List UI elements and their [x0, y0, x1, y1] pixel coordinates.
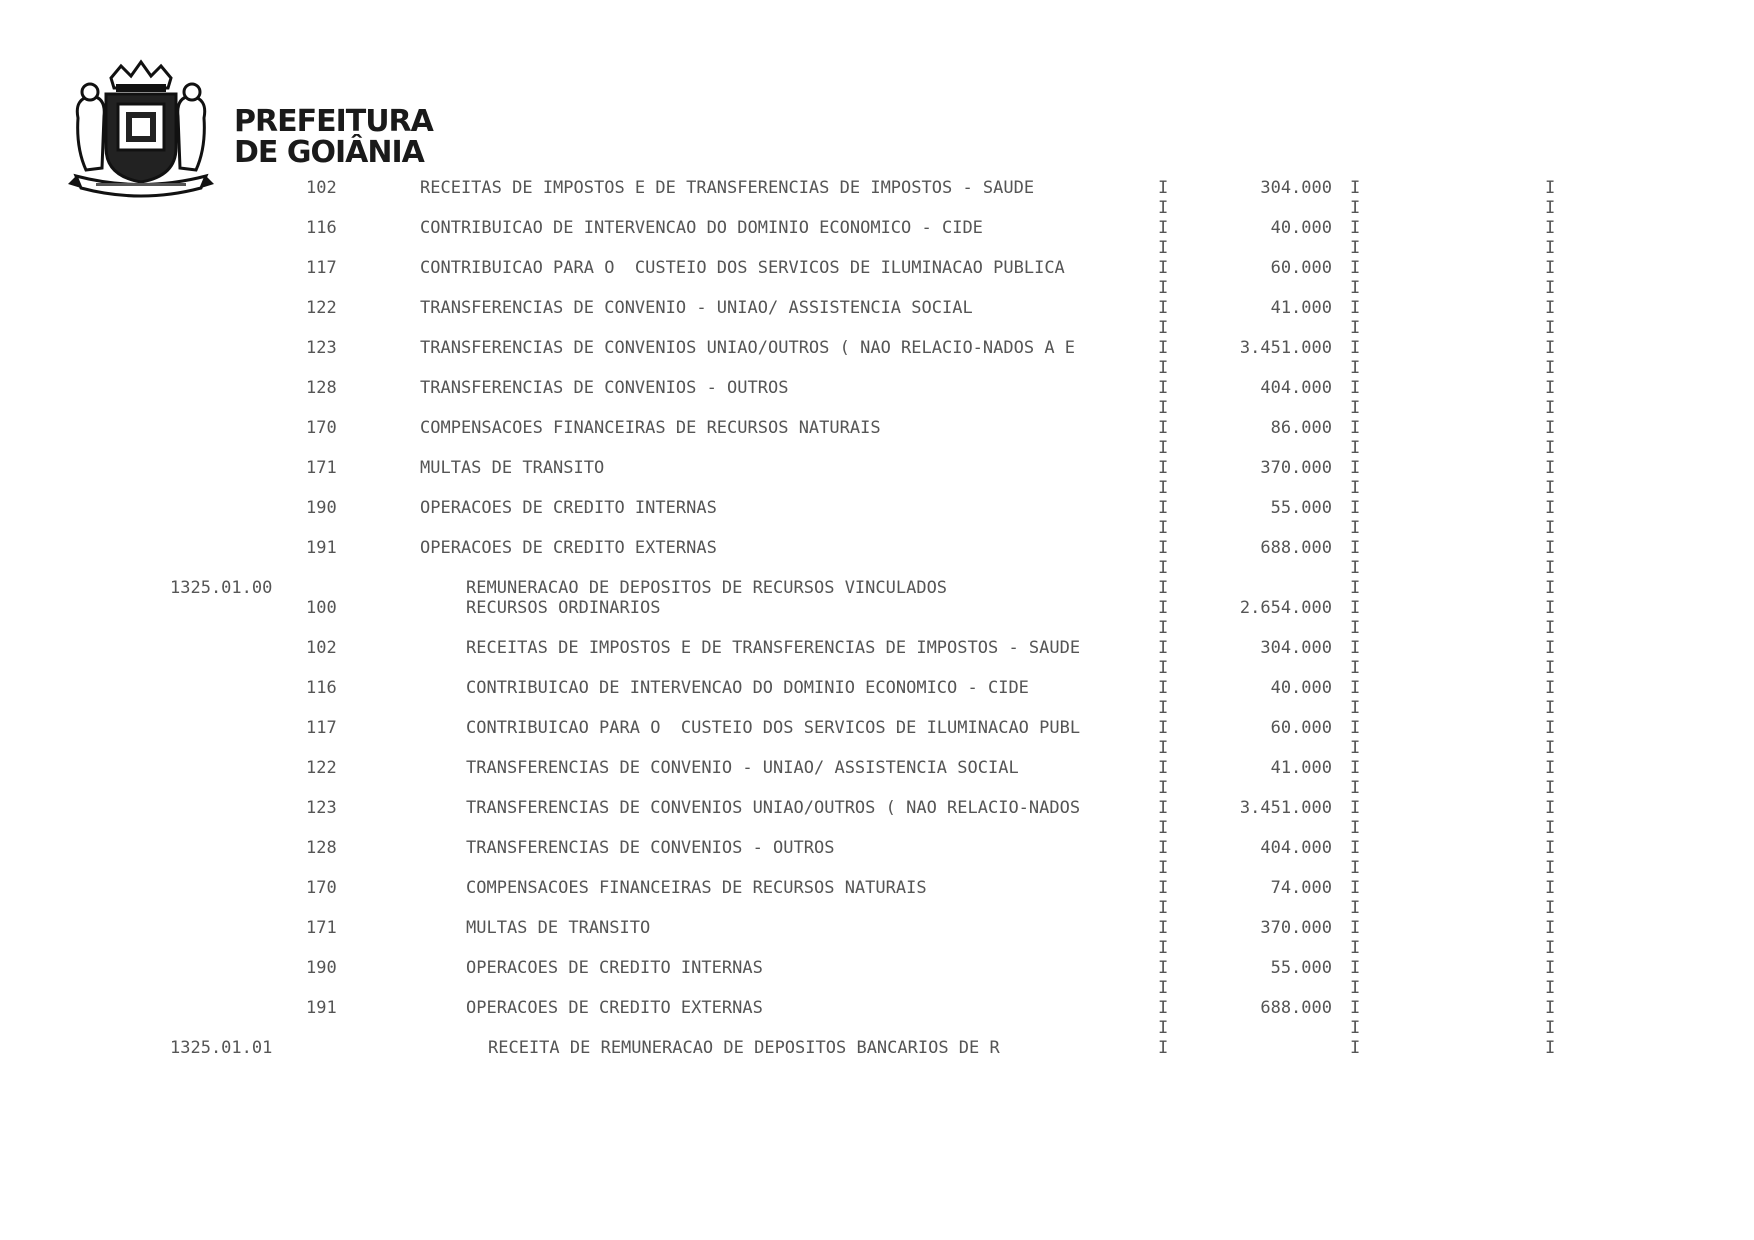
account-description: MULTAS DE TRANSITO [420, 458, 605, 478]
account-description: TRANSFERENCIAS DE CONVENIOS - OUTROS [466, 838, 835, 858]
source-code: 102 [306, 178, 337, 198]
separator-row [0, 278, 1754, 298]
column-separator: I [1158, 518, 1169, 538]
column-separator: I [1350, 638, 1361, 658]
report-row [0, 218, 1754, 238]
column-separator: I [1158, 618, 1169, 638]
source-code: 117 [306, 258, 337, 278]
column-separator: I [1545, 458, 1556, 478]
column-separator: I [1545, 798, 1556, 818]
report-row [0, 178, 1754, 198]
column-separator: I [1350, 818, 1361, 838]
column-separator: I [1545, 738, 1556, 758]
column-separator: I [1158, 338, 1169, 358]
account-description: TRANSFERENCIAS DE CONVENIOS - OUTROS [420, 378, 789, 398]
amount-value: 370.000 [1260, 458, 1332, 478]
column-separator: I [1350, 778, 1361, 798]
prefeitura-wordmark [234, 106, 433, 168]
separator-row [0, 938, 1754, 958]
column-separator: I [1350, 658, 1361, 678]
report-row [0, 258, 1754, 278]
column-separator: I [1545, 198, 1556, 218]
separator-row [0, 778, 1754, 798]
column-separator: I [1350, 578, 1361, 598]
column-separator: I [1350, 718, 1361, 738]
column-separator: I [1545, 438, 1556, 458]
column-separator: I [1545, 258, 1556, 278]
column-separator: I [1350, 678, 1361, 698]
source-code: 116 [306, 678, 337, 698]
amount-value: 86.000 [1270, 418, 1332, 438]
column-separator: I [1158, 818, 1169, 838]
account-description: OPERACOES DE CREDITO EXTERNAS [466, 998, 763, 1018]
amount-value: 688.000 [1260, 538, 1332, 558]
account-description: COMPENSACOES FINANCEIRAS DE RECURSOS NATURAIS [420, 418, 881, 438]
column-separator: I [1350, 558, 1361, 578]
separator-row [0, 658, 1754, 678]
prefeitura-seal-logo [66, 58, 216, 198]
column-separator: I [1545, 178, 1556, 198]
column-separator: I [1350, 878, 1361, 898]
column-separator: I [1545, 998, 1556, 1018]
separator-row [0, 238, 1754, 258]
source-code: 117 [306, 718, 337, 738]
separator-row [0, 198, 1754, 218]
column-separator: I [1158, 658, 1169, 678]
column-separator: I [1350, 398, 1361, 418]
source-code: 123 [306, 798, 337, 818]
separator-row [0, 358, 1754, 378]
column-separator: I [1158, 1038, 1169, 1058]
column-separator: I [1158, 978, 1169, 998]
column-separator: I [1545, 638, 1556, 658]
column-separator: I [1158, 998, 1169, 1018]
column-separator: I [1545, 658, 1556, 678]
separator-row [0, 518, 1754, 538]
column-separator: I [1158, 1018, 1169, 1038]
amount-value: 3.451.000 [1239, 338, 1332, 358]
account-description: CONTRIBUICAO DE INTERVENCAO DO DOMINIO ECONOMICO - CIDE [420, 218, 983, 238]
column-separator: I [1158, 478, 1169, 498]
report-row [0, 718, 1754, 738]
report-row [0, 458, 1754, 478]
report-row [0, 798, 1754, 818]
account-description: COMPENSACOES FINANCEIRAS DE RECURSOS NATURAIS [466, 878, 927, 898]
column-separator: I [1350, 618, 1361, 638]
column-separator: I [1545, 938, 1556, 958]
report-row [0, 638, 1754, 658]
column-separator: I [1545, 1038, 1556, 1058]
amount-value: 74.000 [1270, 878, 1332, 898]
report-row [0, 758, 1754, 778]
column-separator: I [1158, 898, 1169, 918]
source-code: 123 [306, 338, 337, 358]
column-separator: I [1158, 858, 1169, 878]
column-separator: I [1545, 838, 1556, 858]
column-separator: I [1545, 378, 1556, 398]
column-separator: I [1350, 538, 1361, 558]
report-row [0, 878, 1754, 898]
separator-row [0, 318, 1754, 338]
column-separator: I [1545, 398, 1556, 418]
separator-row [0, 978, 1754, 998]
account-description: OPERACOES DE CREDITO INTERNAS [466, 958, 763, 978]
column-separator: I [1545, 518, 1556, 538]
column-separator: I [1350, 998, 1361, 1018]
column-separator: I [1545, 958, 1556, 978]
column-separator: I [1350, 218, 1361, 238]
amount-value: 60.000 [1270, 258, 1332, 278]
separator-row [0, 478, 1754, 498]
account-description: RECEITAS DE IMPOSTOS E DE TRANSFERENCIAS DE IMPOSTOS - SAUDE [466, 638, 1081, 658]
column-separator: I [1158, 318, 1169, 338]
column-separator: I [1545, 358, 1556, 378]
column-separator: I [1545, 478, 1556, 498]
column-separator: I [1350, 938, 1361, 958]
column-separator: I [1350, 458, 1361, 478]
amount-value: 304.000 [1260, 178, 1332, 198]
column-separator: I [1158, 218, 1169, 238]
column-separator: I [1545, 218, 1556, 238]
separator-row [0, 438, 1754, 458]
column-separator: I [1158, 798, 1169, 818]
column-separator: I [1545, 818, 1556, 838]
column-separator: I [1158, 198, 1169, 218]
column-separator: I [1158, 418, 1169, 438]
amount-value: 304.000 [1260, 638, 1332, 658]
column-separator: I [1158, 758, 1169, 778]
column-separator: I [1158, 258, 1169, 278]
amount-value: 41.000 [1270, 298, 1332, 318]
column-separator: I [1158, 278, 1169, 298]
column-separator: I [1545, 598, 1556, 618]
account-description: OPERACOES DE CREDITO EXTERNAS [420, 538, 717, 558]
column-separator: I [1350, 338, 1361, 358]
column-separator: I [1158, 598, 1169, 618]
column-separator: I [1350, 598, 1361, 618]
column-separator: I [1545, 238, 1556, 258]
column-separator: I [1545, 418, 1556, 438]
account-code: 1325.01.00 [170, 578, 273, 598]
source-code: 100 [306, 598, 337, 618]
column-separator: I [1158, 538, 1169, 558]
report-group-row [0, 1038, 1754, 1058]
column-separator: I [1350, 758, 1361, 778]
column-separator: I [1158, 558, 1169, 578]
column-separator: I [1158, 878, 1169, 898]
column-separator: I [1158, 638, 1169, 658]
separator-row [0, 818, 1754, 838]
source-code: 128 [306, 838, 337, 858]
column-separator: I [1158, 178, 1169, 198]
amount-value: 60.000 [1270, 718, 1332, 738]
column-separator: I [1545, 778, 1556, 798]
report-row [0, 498, 1754, 518]
column-separator: I [1158, 838, 1169, 858]
source-code: 102 [306, 638, 337, 658]
source-code: 171 [306, 458, 337, 478]
column-separator: I [1545, 698, 1556, 718]
column-separator: I [1545, 278, 1556, 298]
column-separator: I [1350, 358, 1361, 378]
amount-value: 40.000 [1270, 218, 1332, 238]
account-description: TRANSFERENCIAS DE CONVENIOS UNIAO/OUTROS ( NAO RELACIO-NADOS [466, 798, 1081, 818]
column-separator: I [1350, 418, 1361, 438]
column-separator: I [1350, 958, 1361, 978]
account-description: TRANSFERENCIAS DE CONVENIO - UNIAO/ ASSISTENCIA SOCIAL [420, 298, 973, 318]
column-separator: I [1350, 238, 1361, 258]
column-separator: I [1350, 858, 1361, 878]
column-separator: I [1545, 618, 1556, 638]
amount-value: 370.000 [1260, 918, 1332, 938]
column-separator: I [1350, 278, 1361, 298]
column-separator: I [1545, 578, 1556, 598]
amount-value: 41.000 [1270, 758, 1332, 778]
account-description: CONTRIBUICAO PARA O CUSTEIO DOS SERVICOS DE ILUMINACAO PUBL [466, 718, 1081, 738]
report-row [0, 378, 1754, 398]
column-separator: I [1158, 918, 1169, 938]
column-separator: I [1158, 698, 1169, 718]
report-group-row [0, 578, 1754, 598]
column-separator: I [1545, 758, 1556, 778]
report-row [0, 958, 1754, 978]
column-separator: I [1350, 378, 1361, 398]
source-code: 122 [306, 758, 337, 778]
brand-line-2: DE GOIÂNIA [234, 135, 424, 170]
account-description: TRANSFERENCIAS DE CONVENIOS UNIAO/OUTROS ( NAO RELACIO-NADOS A E [420, 338, 1076, 358]
column-separator: I [1350, 518, 1361, 538]
column-separator: I [1350, 318, 1361, 338]
source-code: 116 [306, 218, 337, 238]
column-separator: I [1158, 938, 1169, 958]
column-separator: I [1545, 678, 1556, 698]
amount-value: 404.000 [1260, 378, 1332, 398]
column-separator: I [1158, 358, 1169, 378]
column-separator: I [1158, 498, 1169, 518]
report-row [0, 918, 1754, 938]
source-code: 128 [306, 378, 337, 398]
column-separator: I [1545, 338, 1556, 358]
column-separator: I [1350, 698, 1361, 718]
column-separator: I [1545, 878, 1556, 898]
column-separator: I [1158, 438, 1169, 458]
report-row [0, 338, 1754, 358]
account-description: RECEITAS DE IMPOSTOS E DE TRANSFERENCIAS DE IMPOSTOS - SAUDE [420, 178, 1035, 198]
report-row [0, 838, 1754, 858]
account-description: REMUNERACAO DE DEPOSITOS DE RECURSOS VINCULADOS [466, 578, 948, 598]
column-separator: I [1350, 1038, 1361, 1058]
column-separator: I [1158, 298, 1169, 318]
column-separator: I [1350, 438, 1361, 458]
separator-row [0, 398, 1754, 418]
column-separator: I [1545, 978, 1556, 998]
account-description: RECURSOS ORDINARIOS [466, 598, 661, 618]
amount-value: 40.000 [1270, 678, 1332, 698]
column-separator: I [1158, 578, 1169, 598]
report-row [0, 998, 1754, 1018]
column-separator: I [1350, 798, 1361, 818]
column-separator: I [1350, 298, 1361, 318]
report-row [0, 298, 1754, 318]
report-row [0, 538, 1754, 558]
source-code: 190 [306, 498, 337, 518]
source-code: 170 [306, 878, 337, 898]
brand-line-1: PREFEITURA [234, 104, 433, 139]
separator-row [0, 858, 1754, 878]
column-separator: I [1350, 978, 1361, 998]
source-code: 191 [306, 538, 337, 558]
column-separator: I [1350, 898, 1361, 918]
column-separator: I [1158, 778, 1169, 798]
source-code: 170 [306, 418, 337, 438]
account-description: MULTAS DE TRANSITO [466, 918, 651, 938]
separator-row [0, 898, 1754, 918]
column-separator: I [1350, 178, 1361, 198]
account-description: CONTRIBUICAO DE INTERVENCAO DO DOMINIO ECONOMICO - CIDE [466, 678, 1029, 698]
source-code: 171 [306, 918, 337, 938]
amount-value: 55.000 [1270, 498, 1332, 518]
amount-value: 3.451.000 [1239, 798, 1332, 818]
column-separator: I [1545, 718, 1556, 738]
column-separator: I [1545, 898, 1556, 918]
source-code: 191 [306, 998, 337, 1018]
column-separator: I [1545, 318, 1556, 338]
account-description: RECEITA DE REMUNERACAO DE DEPOSITOS BANCARIOS DE R [488, 1038, 1000, 1058]
source-code: 190 [306, 958, 337, 978]
column-separator: I [1545, 1018, 1556, 1038]
column-separator: I [1350, 498, 1361, 518]
amount-value: 55.000 [1270, 958, 1332, 978]
column-separator: I [1545, 858, 1556, 878]
column-separator: I [1545, 298, 1556, 318]
column-separator: I [1545, 558, 1556, 578]
column-separator: I [1350, 918, 1361, 938]
column-separator: I [1545, 918, 1556, 938]
column-separator: I [1158, 238, 1169, 258]
separator-row [0, 698, 1754, 718]
column-separator: I [1158, 738, 1169, 758]
amount-value: 688.000 [1260, 998, 1332, 1018]
column-separator: I [1158, 678, 1169, 698]
column-separator: I [1158, 958, 1169, 978]
account-description: TRANSFERENCIAS DE CONVENIO - UNIAO/ ASSISTENCIA SOCIAL [466, 758, 1019, 778]
report-row [0, 418, 1754, 438]
report-row [0, 598, 1754, 618]
account-description: CONTRIBUICAO PARA O CUSTEIO DOS SERVICOS DE ILUMINACAO PUBLICA [420, 258, 1065, 278]
separator-row [0, 618, 1754, 638]
column-separator: I [1350, 258, 1361, 278]
column-separator: I [1350, 738, 1361, 758]
separator-row [0, 738, 1754, 758]
column-separator: I [1350, 1018, 1361, 1038]
separator-row [0, 1018, 1754, 1038]
column-separator: I [1158, 378, 1169, 398]
column-separator: I [1350, 198, 1361, 218]
report-row [0, 678, 1754, 698]
source-code: 122 [306, 298, 337, 318]
account-code: 1325.01.01 [170, 1038, 273, 1058]
amount-value: 2.654.000 [1239, 598, 1332, 618]
separator-row [0, 558, 1754, 578]
column-separator: I [1350, 478, 1361, 498]
column-separator: I [1158, 398, 1169, 418]
column-separator: I [1158, 718, 1169, 738]
column-separator: I [1545, 498, 1556, 518]
column-separator: I [1545, 538, 1556, 558]
amount-value: 404.000 [1260, 838, 1332, 858]
column-separator: I [1158, 458, 1169, 478]
account-description: OPERACOES DE CREDITO INTERNAS [420, 498, 717, 518]
column-separator: I [1350, 838, 1361, 858]
